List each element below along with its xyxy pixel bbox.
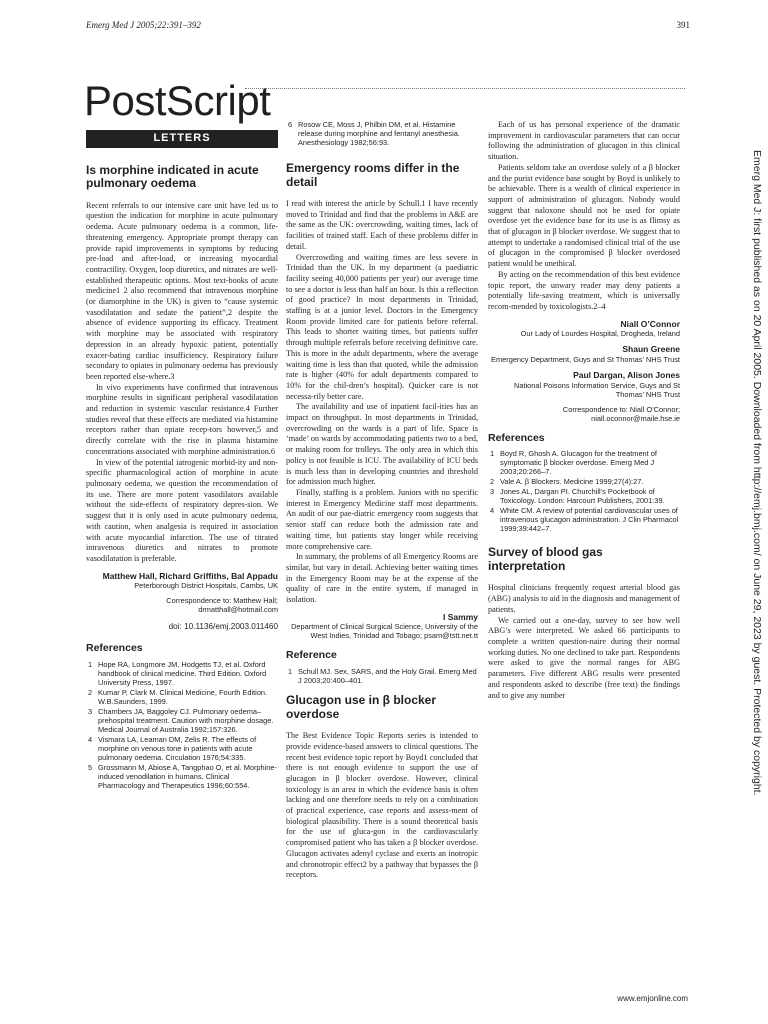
column-1 (86, 120, 278, 791)
article1-reference-list (86, 660, 278, 790)
article2-paragraph: In summary, the problems of all Emergency Rooms are similar, but vary in detail. Achieving better waiting times in the Emergency Room may be at the expense of the quality of care in the entire system, if managed in isolation. (286, 552, 478, 605)
running-head: Emerg Med J 2005;22:391–392 (86, 20, 201, 30)
article1-affiliation: Peterborough District Hospitals, Cambs, UK (134, 581, 278, 591)
page-number: 391 (676, 20, 690, 30)
article3-title: Glucagon use in β blocker overdose (286, 693, 437, 721)
footer-url[interactable]: www.emjonline.com (617, 994, 688, 1003)
reference-item: 3 Jones AL, Dargan PI. Churchill’s Pocketbook of Toxicology. London: Harcourt Publishers, 2001:39. (490, 487, 665, 506)
column-2 (286, 120, 478, 881)
reference-item: 2 Vale A. β Blockers. Medicine 1999;27(4):27. (490, 477, 644, 487)
section-title: PostScript (84, 77, 271, 125)
reference-item: 4 White CM. A review of potential cardiovascular uses of intravenous glucagon administration. J Clin Pharmacol 1999;39:442–7. (490, 506, 679, 534)
article2-reference-list (286, 667, 478, 685)
article1-paragraph: Recent referrals to our intensive care unit have led us to question the indication for morphine in acute pulmonary oedema. Acute pulmonary oedema is a common, life-threatening emergency. Appropriate prompt therapy can provide rapid improvements in symptoms by reducing pre-load and after-load, or increasing myocardial contractility. Oxygen, loop diuretics, and nitrates are well-established therapeutic options. Most text-books of acute medicine1 2 also recommend that intravenous morphine (or diamorphine in the UK) is given to “cause systemic vasodilatation and sedate the patient”,2 despite the absence of evidence supporting its efficacy. Treatment with morphine may be associated with respiratory depression in an already hypoxic patient, potentially exacer-bating cardiac insufficiency. Respiratory failure secondary to opiates in pulmonary oedema has previously been reported else-where.3 (86, 200, 278, 381)
reference-item: 1 Schull MJ. Sex, SARS, and the Holy Grail. Emerg Med J 2003;20:400–401. (288, 667, 477, 686)
article1-doi: doi: 10.1136/emj.2003.011460 (168, 622, 278, 632)
reference-item: 6 Rosow CE, Moss J, Philbin DM, et al. Histamine release during morphine and fentanyl anesthesia. Anesthesiology 1982;56:93. (288, 120, 460, 147)
letters-banner: LETTERS (86, 130, 278, 148)
article2-affiliation: Department of Clinical Surgical Science, University of the West Indies, Trinidad and Tobago; psam@tstt.net.tt (291, 622, 478, 641)
article4-title: Survey of blood gas interpretation (488, 545, 603, 573)
article1-paragraph: In vivo experiments have confirmed that intravenous morphine results in significant peripheral vasodilatation and reduction in systemic vascular resistance.4 Further studies reveal that these effects are mediated via histamine receptors rather than opiate recep-tors however,5 and directly correlate with the rise in plasma histamine concentrations associated with morphine administration.6 (86, 382, 278, 456)
article2-paragraph: Overcrowding and waiting times are less severe in Trinidad than the UK. In my department (a paediatric facility seeing 40,000 patients per year) our average time to see a doctor is less than half an hour. Is this a reflection of good practice? In most departments in Trinidad, staffing is at a junior level. Doctors in the Emergency Room provide limited care for patients before referral. This leads to shorter waiting times, but patients suffer through multiple referrals before receiving definitive care. This is more in the adult departments, where the average waiting time is less than that quoted, while the admission rate is higher (40% for adult departments compared to 10% for the chil-dren’s hospital). Quicker care is not necessa-rily better care. (286, 252, 478, 401)
article4-paragraph: Hospital clinicians frequently request arterial blood gas (ABG) analysis to aid in the diagnosis and management of patients. (488, 583, 680, 614)
article2-references-heading: Reference (286, 649, 337, 662)
column-3 (488, 120, 680, 701)
article3-affiliation-2: Emergency Department, Guys and St Thomas’ NHS Trust (491, 355, 680, 365)
article3-affiliation-3: National Poisons Information Service, Guys and St Thomas’ NHS Trust (514, 380, 680, 399)
download-notice: Emerg Med J: first published as on 20 April 2005. Downloaded from http://emj.bmj.com/ on June 29, 2023 by guest. Protected by copyright. (751, 150, 763, 796)
article2-title: Emergency rooms differ in the detail (286, 161, 460, 189)
article2-paragraph: The availability and use of inpatient facil-ities has an impact on throughput. In most departments in Trinidad, overcrowding on the wards is a part of life. Space is ‘made’ on wards by accommodating patients two to a bed, or making room for trolleys. The only area in which this policy is not feasible is ICU. The availability of ICU beds is much less than in developing countries and threshold for admission much higher. (286, 402, 478, 487)
article1-reference-list-continued (286, 120, 478, 147)
article3-paragraph: The Best Evidence Topic Reports series is intended to provide evidence-based answers to clinical questions. The recent best evidence topic report by Boyd1 concluded that there is not enough evidence to support the use of glucagon in β blocker overdose. However, clinical toxicology is an area in which the evidence basis is often lacking and one therefore needs to rely on a combination of practical experience, case reports and assess-ment of biological plausibility. There is a sound theoretical basis for the use of gluca-gon in the cardiovascularly compromised patient who has taken a β blocker overdose. Glucagon activates adenyl cyclase and exerts an inotropic and chronotropic effect2 by a pathway that bypasses the β receptors. (286, 731, 478, 880)
reference-item: 4 Vismara LA, Leaman DM, Zelis R. The effects of morphine on venous tone in patients with acute pulmonary oedema. Circulation 1976;54:335. (88, 734, 257, 762)
title-rule (245, 88, 685, 89)
article2-authors: I Sammy (443, 611, 478, 622)
article2-paragraph: I read with interest the article by Schull.1 I have recently moved to Trinidad and find that the problems in A&E are the same as the UK: overcrowding, waiting times, lack of facilities of trained staff. Each of these problems differ in detail. (286, 199, 478, 251)
reference-item: 3 Chambers JA, Baggoley CJ. Pulmonary oedema–prehospital treatment. Caution with morphine dosage. Medical Journal of Australia 1992;157:326. (88, 706, 274, 734)
article3-paragraph: By acting on the recommendation of this best evidence topic report, the unwary reader may deny patients a potentially life-saving treatment, which is universally recom-mended by toxicologists.2–4 (488, 269, 680, 311)
article3-author-2: Shaun Greene (622, 344, 680, 355)
reference-item: 5 Grossmann M, Abiose A, Tangphao O, et al. Morphine-induced venodilation in humans. Clinical Pharmacology and Therapeutics 1996;60:554. (88, 762, 277, 790)
reference-item: 1 Boyd R, Ghosh A. Glucagon for the treatment of symptomatic β blocker overdose. Emerg Med J 2003;20:266–7. (490, 449, 657, 477)
reference-item: 1 Hope RA, Longmore JM, Hodgetts TJ, et al. Oxford handbook of clinical medicine. Third Edition. Oxford University Press, 1997. (88, 659, 267, 687)
article3-paragraph: Patients seldom take an overdose solely of a β blocker and the purist evidence base sought by Boyd is unlikely to be achievable. There is a wealth of clinical experience in support of administration of glucagon. Nobody would suggest that naloxone should not be used for opiate overdose yet the evidence base for its use is as flimsy as that of glucagon in β blocker overdose. We suggest that to attempt to undertake a randomised clinical trial of the use of glucagon in the compromised β blocker overdosed patient would be unethical. (488, 162, 680, 269)
reference-item: 2 Kumar P, Clark M. Clinical Medicine, Fourth Edition. W.B.Saunders, 1999. (88, 687, 268, 706)
article3-references-heading: References (488, 431, 545, 444)
article4-paragraph: We carried out a one-day, survey to see how well ABG’s were interpreted. We asked 66 participants to complete a written question-naire during their normal working duties. No one declined to take part. Respondents were asked to give the normal ranges for ABG parameters. Five different ABG results were presented and respondents asked to describe (free text) the findings and to give any number (488, 615, 680, 700)
article1-title: Is morphine indicated in acute pulmonary oedema (86, 162, 259, 191)
article3-reference-list (488, 449, 680, 533)
article3-paragraph: Each of us has personal experience of the dramatic improvement in cardiovascular parameters that can occur following the administration of glucagon in this clinical situation. (488, 120, 680, 162)
article1-references-heading: References (86, 642, 143, 655)
article3-affiliation-1: Our Lady of Lourdes Hospital, Drogheda, Ireland (520, 329, 680, 339)
article1-correspondence: Correspondence to: Matthew Hall; drmatthall@hotmail.com (166, 596, 278, 615)
article1-paragraph: In view of the potential iatrogenic morbid-ity and non-specific pharmacological action of morphine in acute pulmonary oedema, we question the recommendation of its use. There are more potent vasodilators available without the side-effects of respiratory depres-sion. We suggest that it is only used in acute pulmonary oedema, with caution, when analgesia is required in association with acute myocardial infarction. The use of titrated intravenous diuretics and nitrates to promote vasodilatation is preferable. (86, 457, 278, 563)
article3-correspondence: Correspondence to: Niall O’Connor; niall.oconnor@maile.hse.ie (562, 404, 680, 423)
article2-paragraph: Finally, staffing is a problem. Juniors with no specific interest in Emergency Medicine staff most departments. An audit of our pae-diatric emergency room suggests that senior staff can reduce both the admission rate and waiting time, but patients stay longer while receiving more comprehensive care. (286, 487, 478, 551)
article1-authors: Matthew Hall, Richard Griffiths, Bal Appadu (102, 570, 278, 581)
article3-author-1: Niall O’Connor (620, 318, 680, 329)
article3-author-3: Paul Dargan, Alison Jones (573, 370, 680, 381)
